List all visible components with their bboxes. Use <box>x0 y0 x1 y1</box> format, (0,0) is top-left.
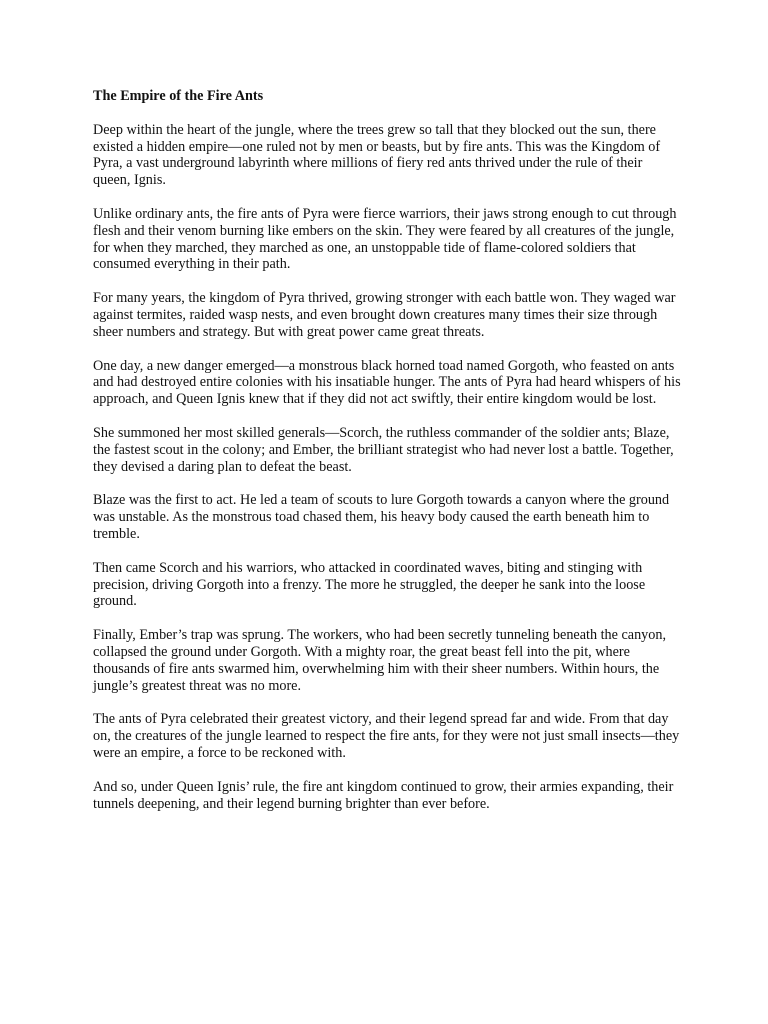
paragraph-1: Deep within the heart of the jungle, where the trees grew so tall that they blocked out the sun, there existed a hidden empire—one ruled not by men or beasts, but by fire ants. This was the Kingdom of Pyra, a vast underground labyrinth where millions of fiery red ants thrived under the rule of their queen, Ignis. <box>93 121 661 189</box>
paragraph-8: Finally, Ember’s trap was sprung. The workers, who had been secretly tunneling beneath the canyon, collapsed the ground under Gorgoth. With a mighty roar, the great beast fell into the pit, where thousands of fire ants swarmed him, overwhelming him with their sheer numbers. Within hours, the jungle’s greatest threat was no more. <box>93 627 666 694</box>
paragraph-3: For many years, the kingdom of Pyra thrived, growing stronger with each battle won. They waged war against termites, raided wasp nests, and even brought down creatures many times their size through sheer numbers and strategy. But with great power came great threats. <box>93 290 676 340</box>
paragraph-2: Unlike ordinary ants, the fire ants of Pyra were fierce warriors, their jaws strong enough to cut through flesh and their venom burning like embers on the skin. They were feared by all creatures of the jungle, for when they marched, they marched as one, an unstoppable tide of flame-colored soldiers that consumed everything in their path. <box>93 205 677 273</box>
paragraph-10: And so, under Queen Ignis’ rule, the fire ant kingdom continued to grow, their armies expanding, their tunnels deepening, and their legend burning brighter than ever before. <box>93 778 674 812</box>
paragraph-6: Blaze was the first to act. He led a team of scouts to lure Gorgoth towards a canyon where the ground was unstable. As the monstrous toad chased them, his heavy body caused the earth beneath him to tremble. <box>93 492 670 542</box>
paragraph-4: One day, a new danger emerged—a monstrous black horned toad named Gorgoth, who feasted on ants and had destroyed entire colonies with his insatiable hunger. The ants of Pyra had heard whispers of his approach, and Queen Ignis knew that if they did not act swiftly, their entire kingdom would be lost. <box>93 357 681 408</box>
document-title: The Empire of the Fire Ants <box>93 88 264 104</box>
paragraph-5: She summoned her most skilled generals—Scorch, the ruthless commander of the soldier ants; Blaze, the fastest scout in the colony; and Ember, the brilliant strategist who had never lost a battle. Together, they devised a daring plan to defeat the beast. <box>93 424 674 475</box>
paragraph-7: Then came Scorch and his warriors, who attacked in coordinated waves, biting and stinging with precision, driving Gorgoth into a frenzy. The more he struggled, the deeper he sank into the loose ground. <box>93 559 646 610</box>
paragraph-9: The ants of Pyra celebrated their greatest victory, and their legend spread far and wide. From that day on, the creatures of the jungle learned to respect the fire ants, for they were not just small insects—they were an empire, a force to be reckoned with. <box>93 711 680 761</box>
document-page <box>93 88 683 829</box>
